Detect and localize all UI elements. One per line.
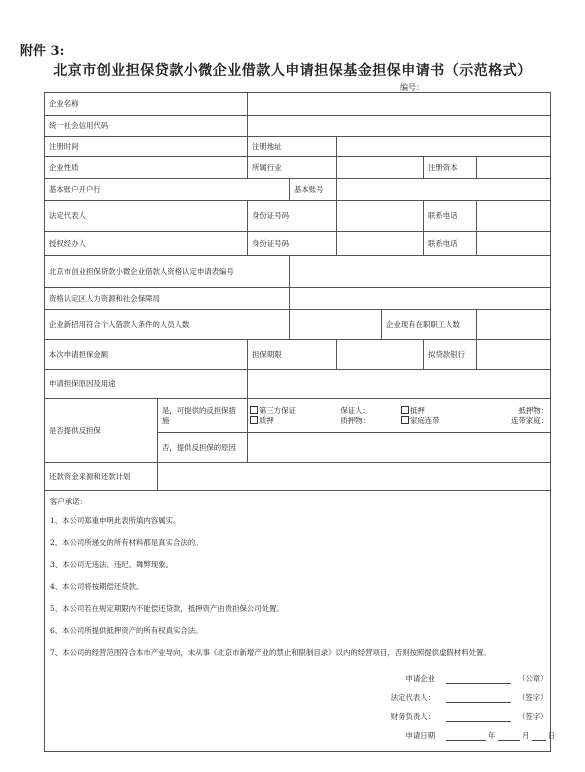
signature-finance-suffix: （签字） bbox=[518, 712, 548, 721]
signature-company-label: 申请企业 bbox=[405, 674, 436, 683]
id-number-label: 身份证号码 bbox=[248, 201, 337, 232]
current-staff-label: 企业现有在职职工人数 bbox=[382, 310, 477, 340]
agent-phone-field[interactable] bbox=[477, 232, 551, 256]
bank-open-label: 基本账户开户行 bbox=[45, 179, 290, 201]
reason-usage-label: 申请担保原因及用途 bbox=[45, 370, 248, 399]
signature-finance-line[interactable] bbox=[446, 721, 511, 722]
opt-mortgage: 质押 bbox=[259, 415, 274, 425]
guarantee-period-label: 担保期限 bbox=[248, 340, 337, 370]
application-date bbox=[50, 731, 556, 745]
opt-family: 家庭连带 bbox=[410, 415, 440, 425]
checkbox-mortgage[interactable] bbox=[250, 416, 258, 424]
signature-company-line[interactable] bbox=[446, 683, 511, 684]
reg-capital-field[interactable] bbox=[477, 157, 551, 179]
industry-label: 所属行业 bbox=[248, 157, 337, 179]
agent-phone-label: 联系电话 bbox=[424, 232, 477, 256]
attachment-label: 附件 3: bbox=[20, 44, 65, 59]
lending-bank-field[interactable] bbox=[477, 340, 551, 370]
new-hires-field[interactable] bbox=[290, 310, 382, 340]
date-month-text: 月 bbox=[522, 731, 530, 740]
new-hires-label: 企业新招用符合个人借款人条件的人员人数 bbox=[45, 310, 290, 340]
checkbox-third-party[interactable] bbox=[250, 406, 258, 414]
counter-guarantee-no-label: 否，提供反担保的原因 bbox=[158, 433, 248, 463]
pledge-item-4: 4、本公司将按期偿还贷款。 bbox=[50, 582, 144, 591]
reg-time-label: 注册时间 bbox=[45, 137, 248, 157]
opt-third-party: 第三方保证 bbox=[259, 405, 296, 415]
guarantee-amount-label: 本次申请担保金额 bbox=[45, 340, 248, 370]
phone-field[interactable] bbox=[477, 201, 551, 232]
reg-address-field[interactable] bbox=[337, 137, 551, 157]
opt-guarantor: 保证人： bbox=[340, 405, 370, 415]
signature-legal-rep-label: 法定代表人： bbox=[390, 693, 436, 702]
application-form bbox=[44, 92, 556, 752]
pledge-item-1: 1、本公司郑重申明此表所填内容属实。 bbox=[50, 516, 181, 525]
pledge-item-2: 2、本公司所递交的所有材料都是真实合法的。 bbox=[50, 538, 203, 547]
id-number-field[interactable] bbox=[337, 201, 424, 232]
repayment-plan-label: 还款资金来源和还款计划 bbox=[45, 463, 158, 491]
hr-bureau-label: 资格认定区人力资源和社会保障局 bbox=[45, 288, 290, 310]
date-day-text: 日 bbox=[548, 731, 556, 740]
company-nature-label: 企业性质 bbox=[45, 157, 248, 179]
hr-bureau-field[interactable] bbox=[290, 288, 551, 310]
counter-guarantee-label: 是否提供反担保 bbox=[45, 399, 158, 463]
agent-id-field[interactable] bbox=[337, 232, 424, 256]
qualification-no-field[interactable] bbox=[290, 256, 551, 288]
signature-company bbox=[50, 674, 548, 693]
date-label: 申请日期 bbox=[405, 731, 436, 740]
agent-label: 授权经办人 bbox=[45, 232, 248, 256]
page-title: 北京市创业担保贷款小微企业借款人申请担保基金担保申请书（示范格式） bbox=[53, 63, 532, 79]
pledge-item-3: 3、本公司无违法、违纪、舞弊现象。 bbox=[50, 560, 173, 569]
bank-account-label: 基本账号 bbox=[290, 179, 337, 201]
pledge-item-5: 5、本公司若在规定期限内不能偿还贷款，抵押资产由贵担保公司处置。 bbox=[50, 604, 284, 613]
credit-code-label: 统一社会信用代码 bbox=[45, 116, 248, 137]
opt-pledge-item: 抵押物： bbox=[518, 405, 549, 415]
checkbox-pledge[interactable] bbox=[401, 406, 409, 414]
checkbox-family[interactable] bbox=[401, 416, 409, 424]
signature-legal-rep bbox=[50, 693, 548, 712]
guarantee-period-field[interactable] bbox=[337, 340, 424, 370]
signature-finance-label: 财务负责人： bbox=[390, 712, 436, 721]
repayment-plan-field[interactable] bbox=[158, 463, 551, 491]
signature-legal-rep-suffix: （签字） bbox=[518, 693, 548, 702]
date-month-line[interactable] bbox=[498, 740, 520, 741]
opt-pledge: 抵押 bbox=[410, 405, 425, 415]
pledge-title: 客户承诺： bbox=[50, 497, 87, 506]
current-staff-field[interactable] bbox=[477, 310, 551, 340]
customer-pledge bbox=[45, 491, 556, 752]
date-year-line[interactable] bbox=[446, 740, 486, 741]
company-name-field[interactable] bbox=[248, 93, 551, 116]
opt-family-joint: 连带家庭： bbox=[511, 415, 549, 425]
legal-rep-label: 法定代表人 bbox=[45, 201, 248, 232]
signature-finance bbox=[50, 712, 548, 731]
lending-bank-label: 拟贷款银行 bbox=[424, 340, 477, 370]
reg-capital-label: 注册资本 bbox=[424, 157, 477, 179]
reg-address-label: 注册地址 bbox=[248, 137, 337, 157]
counter-guarantee-yes-label: 是，可提供的反担保措施 bbox=[158, 399, 248, 433]
company-name-label: 企业名称 bbox=[45, 93, 248, 116]
pledge-item-6: 6、本公司所提供抵押资产的所有权真实合法。 bbox=[50, 626, 203, 635]
counter-guarantee-no-field[interactable] bbox=[248, 433, 551, 463]
credit-code-field[interactable] bbox=[248, 116, 551, 137]
phone-label: 联系电话 bbox=[424, 201, 477, 232]
counter-guarantee-options bbox=[248, 399, 551, 433]
agent-id-label: 身份证号码 bbox=[248, 232, 337, 256]
signature-company-suffix: （公章） bbox=[518, 674, 548, 683]
reason-usage-field[interactable] bbox=[248, 370, 551, 399]
industry-field[interactable] bbox=[337, 157, 424, 179]
date-year-text: 年 bbox=[488, 731, 496, 740]
signature-legal-rep-line[interactable] bbox=[446, 702, 511, 703]
qualification-no-label: 北京市创业担保贷款小微企业借款人资格认定申请表编号 bbox=[45, 256, 290, 288]
serial-number-label: 编号： bbox=[400, 83, 424, 92]
bank-account-field[interactable] bbox=[337, 179, 551, 201]
date-day-line[interactable] bbox=[532, 740, 546, 741]
pledge-item-7: 7、本公司的经营范围符合本市产业导向，未从事《北京市新增产业的禁止和限制目录》以内的经营项目，否则按照提供虚假材料处置。 bbox=[50, 648, 491, 657]
opt-mortgage-item: 质押物： bbox=[340, 415, 370, 425]
